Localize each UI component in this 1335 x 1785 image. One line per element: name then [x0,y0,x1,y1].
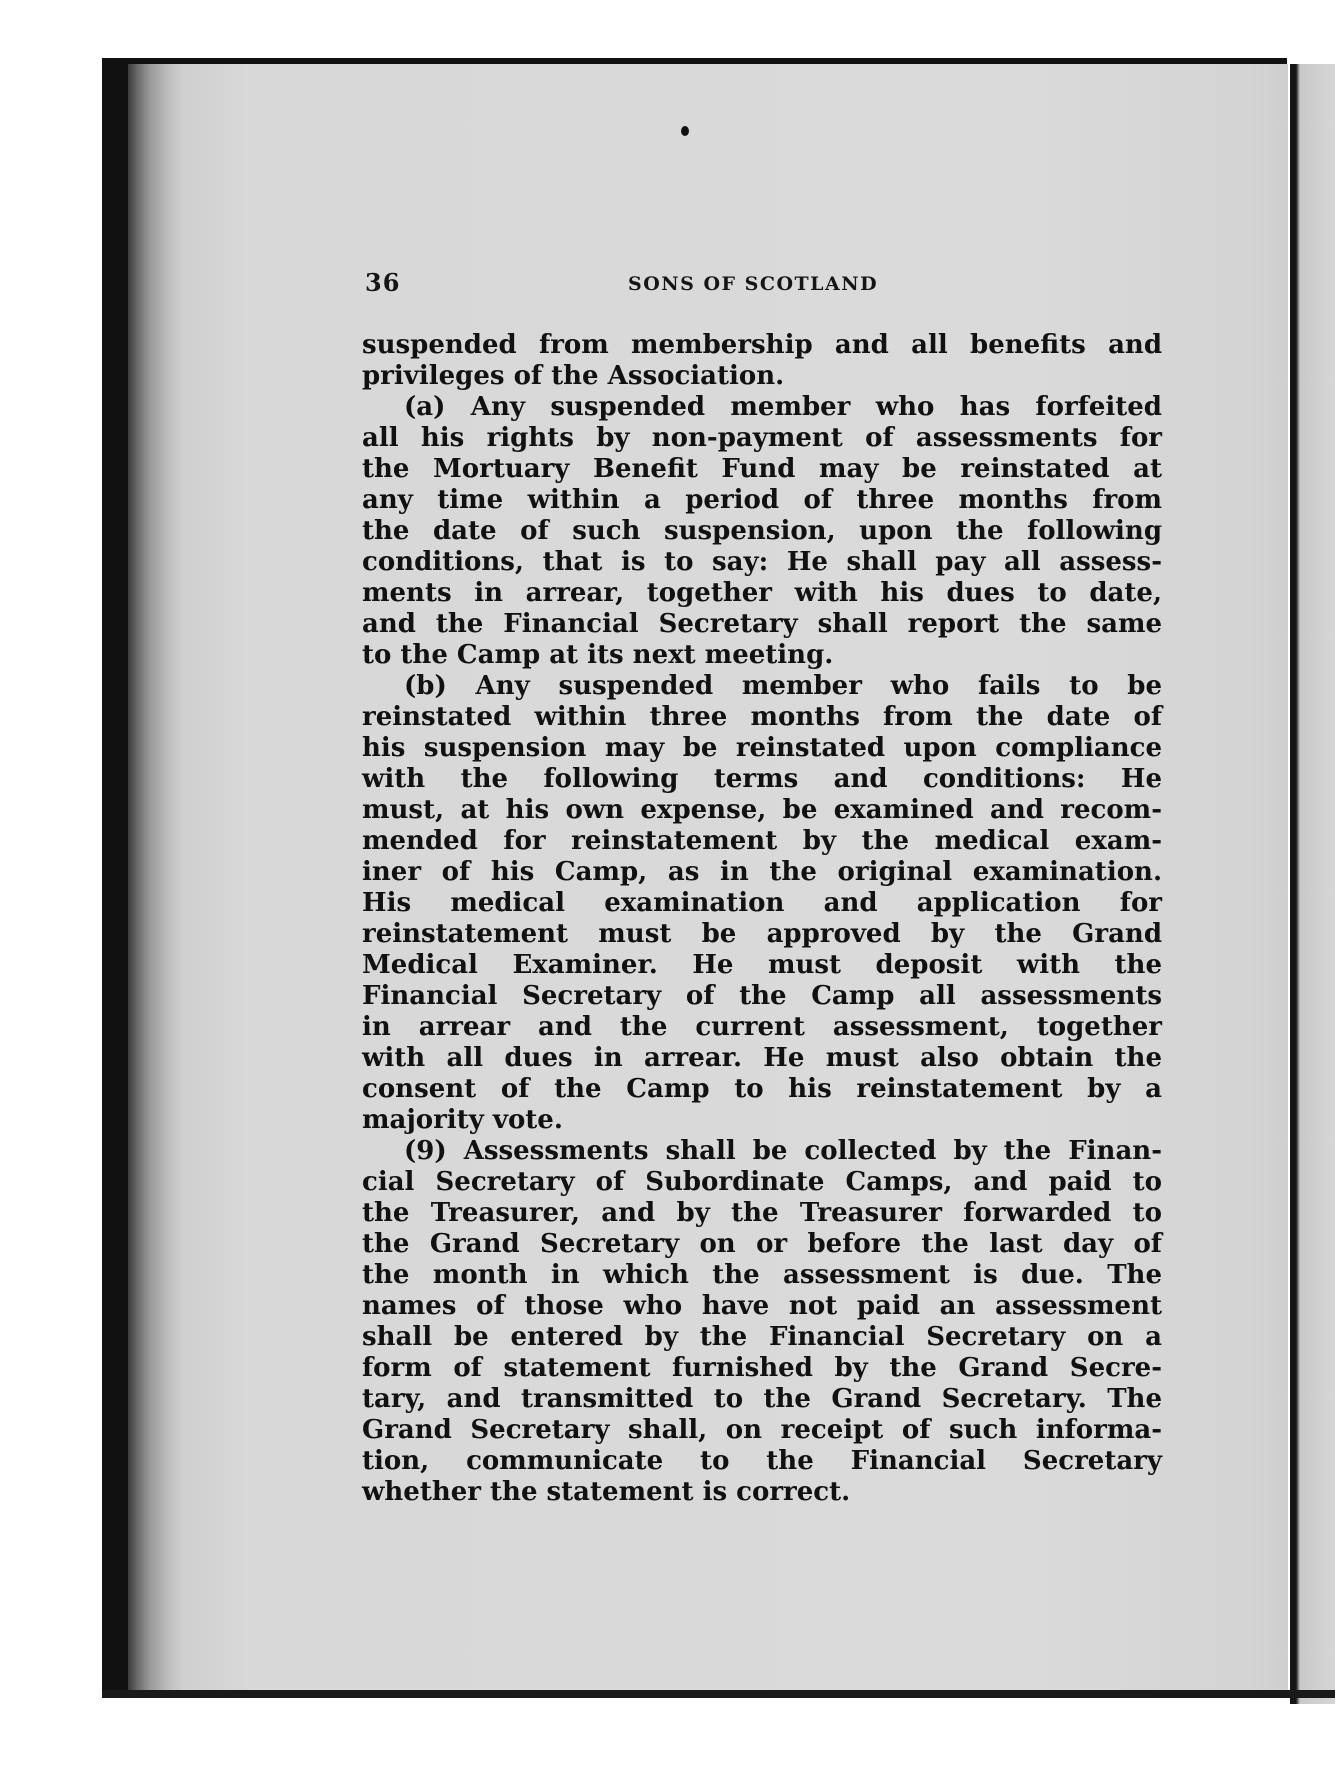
text-line: Medical Examiner. He must deposit with the [362,950,1162,980]
body-text [362,330,1162,1508]
text-line: (9) Assessments shall be collected by the Finan- [404,1136,1162,1166]
text-line: suspended from membership and all benefits and [362,330,1162,360]
text-line: shall be entered by the Financial Secretary on a [362,1322,1162,1352]
text-line: must, at his own expense, be examined and recom- [362,795,1162,825]
page-number: 36 [365,268,401,297]
text-line: majority vote. [362,1105,563,1135]
text-line: the Mortuary Benefit Fund may be reinstated at [362,454,1162,484]
text-line: privileges of the Association. [362,361,785,391]
text-line: his suspension may be reinstated upon compliance [362,733,1162,763]
text-line: the Treasurer, and by the Treasurer forwarded to [362,1198,1162,1228]
text-line: with all dues in arrear. He must also obtain the [362,1043,1162,1073]
text-line: in arrear and the current assessment, together [362,1012,1162,1042]
text-line: and the Financial Secretary shall report the same [362,609,1162,639]
text-line: tion, communicate to the Financial Secretary [362,1446,1162,1476]
text-line: (a) Any suspended member who has forfeited [404,392,1162,422]
ink-speck [681,126,689,136]
text-line: iner of his Camp, as in the original examination. [362,857,1162,887]
text-line: conditions, that is to say: He shall pay all assess- [362,547,1162,577]
running-title: SONS OF SCOTLAND [628,273,879,295]
text-line: names of those who have not paid an assessment [362,1291,1162,1321]
page-gutter [128,64,168,1694]
running-head [365,268,1155,308]
text-line: consent of the Camp to his reinstatement by a [362,1074,1162,1104]
text-line: form of statement furnished by the Grand Secre- [362,1353,1162,1383]
text-line: all his rights by non-payment of assessments for [362,423,1162,453]
text-line: cial Secretary of Subordinate Camps, and paid to [362,1167,1162,1197]
text-line: (b) Any suspended member who fails to be [404,671,1162,701]
text-line: the month in which the assessment is due. The [362,1260,1162,1290]
text-line: the date of such suspension, upon the following [362,516,1162,546]
text-line: His medical examination and application for [362,888,1162,918]
text-line: with the following terms and conditions: He [362,764,1162,794]
text-line: reinstated within three months from the date of [362,702,1162,732]
page-right-edge [1290,64,1335,1704]
text-line: Financial Secretary of the Camp all assessments [362,981,1162,1011]
page-bottom-edge [102,1690,1335,1698]
text-line: whether the statement is correct. [362,1477,851,1507]
text-line: reinstatement must be approved by the Grand [362,919,1162,949]
text-line: tary, and transmitted to the Grand Secretary. The [362,1384,1162,1414]
text-line: any time within a period of three months from [362,485,1162,515]
text-line: the Grand Secretary on or before the last day of [362,1229,1162,1259]
text-line: to the Camp at its next meeting. [362,640,834,670]
text-line: Grand Secretary shall, on receipt of such informa- [362,1415,1162,1445]
text-line: mended for reinstatement by the medical exam- [362,826,1162,856]
text-line: ments in arrear, together with his dues to date, [362,578,1162,608]
